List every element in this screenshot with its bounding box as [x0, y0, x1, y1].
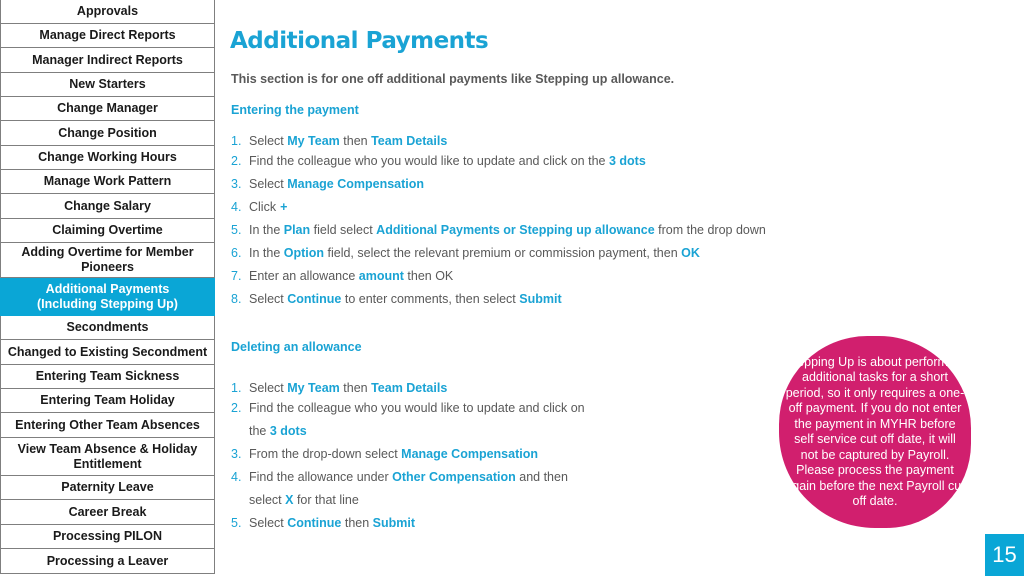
entering-step-8: 8. Select Continue to enter comments, then select Submit — [231, 292, 562, 306]
entering-heading: Entering the payment — [231, 103, 359, 117]
entering-step-5: 5. In the Plan field select Additional Payments or Stepping up allowance from the drop down — [231, 223, 766, 237]
sidebar-item-claiming-overtime[interactable]: Claiming Overtime — [0, 219, 215, 243]
entering-step-2: 2. Find the colleague who you would like to update and click on the 3 dots — [231, 154, 646, 168]
entering-step-6: 6. In the Option field, select the relevant premium or commission payment, then OK — [231, 246, 700, 260]
sidebar-nav — [0, 0, 217, 576]
entering-step-1: 1. Select My Team then Team Details — [231, 134, 448, 148]
sidebar-item-approvals[interactable]: Approvals — [0, 0, 215, 24]
sidebar-item-team-holiday[interactable]: Entering Team Holiday — [0, 389, 215, 413]
sidebar-item-career-break[interactable]: Career Break — [0, 500, 215, 525]
deleting-step-4: 4. Find the allowance under Other Compensation and then — [231, 470, 568, 484]
sidebar-item-new-starters[interactable]: New Starters — [0, 73, 215, 97]
sidebar-item-other-absences[interactable]: Entering Other Team Absences — [0, 413, 215, 438]
sidebar-item-manage-work-pattern[interactable]: Manage Work Pattern — [0, 170, 215, 194]
entering-step-7: 7. Enter an allowance amount then OK — [231, 269, 454, 283]
sidebar-item-paternity-leave[interactable]: Paternity Leave — [0, 476, 215, 500]
sidebar-item-adding-overtime-pioneers[interactable]: Adding Overtime for Member Pioneers — [0, 243, 215, 278]
deleting-step-2-cont: the 3 dots — [249, 424, 307, 438]
page-number: 15 — [985, 534, 1024, 576]
deleting-step-1: 1. Select My Team then Team Details — [231, 381, 448, 395]
note-text: Stepping Up is about performing additional tasks for a short period, so it only requires a one-off payment. If you do not enter the payment in MYHR before self service cut off date, it will not be captured by Payroll. Please process the payment again before the next Payroll cut off date. — [785, 354, 965, 508]
entering-step-4: 4. Click + — [231, 200, 288, 214]
sidebar-item-processing-leaver[interactable]: Processing a Leaver — [0, 549, 215, 574]
sidebar-item-processing-pilon[interactable]: Processing PILON — [0, 525, 215, 549]
sidebar-item-change-salary[interactable]: Change Salary — [0, 194, 215, 219]
sidebar-item-manage-direct-reports[interactable]: Manage Direct Reports — [0, 24, 215, 48]
sidebar-item-change-position[interactable]: Change Position — [0, 121, 215, 146]
sidebar-item-secondments[interactable]: Secondments — [0, 316, 215, 340]
deleting-step-2: 2. Find the colleague who you would like to update and click on — [231, 401, 585, 415]
page-subtitle: This section is for one off additional payments like Stepping up allowance. — [231, 72, 675, 86]
deleting-step-5: 5. Select Continue then Submit — [231, 516, 416, 530]
deleting-heading: Deleting an allowance — [231, 340, 362, 354]
sidebar-item-additional-payments[interactable]: Additional Payments (Including Stepping Up) — [0, 278, 215, 316]
page-title: Additional Payments — [230, 28, 489, 54]
deleting-step-4-cont: select X for that line — [249, 493, 359, 507]
sidebar-item-manager-indirect-reports[interactable]: Manager Indirect Reports — [0, 48, 215, 73]
stepping-up-note — [779, 336, 971, 528]
deleting-step-3: 3. From the drop-down select Manage Compensation — [231, 447, 538, 461]
sidebar-item-view-absence-entitlement[interactable]: View Team Absence & Holiday Entitlement — [0, 438, 215, 476]
entering-step-3: 3. Select Manage Compensation — [231, 177, 425, 191]
sidebar-item-changed-existing-secondment[interactable]: Changed to Existing Secondment — [0, 340, 215, 365]
plus-icon: + — [280, 200, 288, 214]
sidebar-item-change-manager[interactable]: Change Manager — [0, 97, 215, 121]
sidebar-item-team-sickness[interactable]: Entering Team Sickness — [0, 365, 215, 389]
sidebar-item-change-working-hours[interactable]: Change Working Hours — [0, 146, 215, 170]
